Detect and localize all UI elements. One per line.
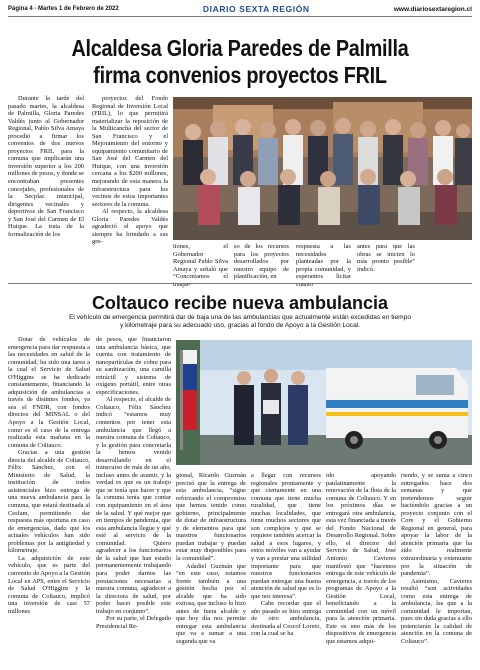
- article1-col6-text: antes para que las obras se inicien lo más pronto posible” indicó.: [357, 243, 415, 273]
- article2-subheadline-line1: El vehículo de emergencia permitirá dar de baja una de las ambulancias que actualmente están excedidas en tiempo: [69, 314, 411, 321]
- page-info: Página 4 - Martes 1 de Febrero de 2022: [8, 6, 119, 12]
- article2-col3-text: gional, Ricardo Guzmán precisó que la entrega de esta ambulancia, “sigue reforzando el compromiso que hemos tenido como gobierno, principalmente de dotar de infraestructura y de elementos para que nuestros funcionarios puedan trabajar y puedan estar muy disponibles para la comunidad”.: [176, 472, 246, 563]
- article1-headline-line1: Alcaldesa Gloria Paredes de Palmilla: [71, 35, 409, 61]
- article2-col4-text-2: Cabe recordar que el año pasado se hizo entrega de otro ambulancia, destinada al Cescof Loreto, con la cual se ha: [251, 600, 321, 638]
- article2-column-5: [326, 472, 396, 664]
- article2-col3-text-2: Adadiel Guzmán que “en este caso, estamos frente también a una gestión hecha por el alcalde que ha sido exitosa, que incluso lo hizo antes de fuera alcalde y que hoy día nos permite entregar esta ambulancia que va a sumar a una segunda que va: [176, 562, 246, 646]
- article2-column-4: [251, 472, 321, 664]
- article1-column-6: [357, 243, 415, 273]
- article2-col6-text-2: Asimismo, Cavieres resaltó “son actividades como esta entrega de ambulancia, las que a la comunidad le importan, pues sin duda gracias a ello potenciarán la calidad de atención en la comuna de Coltauco”.: [401, 577, 472, 646]
- article2-col1-text: Dotar de vehículos de emergencia para dar respuesta a las necesidades en salud de la comunidad, ha sido una tarea a la cual el Servicio de Salud O'Higgins se ha dedicado constantemente, financiando la adquisición de ambulancias a través de distintos fondos, ya sea el FNDR, con fondos directos del MINSAL o del Apoyo a la Gestión Local, como es el caso de la entrega realizada esta mañana en la comuna de Coltauco.: [8, 336, 90, 449]
- article2-col2-text-2: Al respecto, el alcalde de Coltauco, Félix Sánchez indicó “estamos muy contentos por tener esta ambulancia que llegó a nuestra comuna de Coltauco, y la gestión para concretarla la hemos venido desarrollando en el transcurso de más de un año, incluso antes de asumir, y la verdad es que es un trabajo que se tenía que hacer y que la comuna tenía que contar con equipamiento en el área de la salud. Y qué mejor que en tiempos de pandemia, que esta ambulancia llegue y qué esté al servicio de la comunidad. Quiero agradecer a los funcionarios de la salud que han estado permanentemente trabajando para poder darnos las prestaciones necesarias a nuestra comuna, agradecer a la directora de salud, por poder hacer posible este trabajo en conjunto”.: [96, 396, 171, 615]
- article1-col3-text: tiones, el Gobernador Regional Pablo Silva Amaya y señaló que “Concretamos el traspa-: [173, 243, 228, 288]
- article1-col1-text: Durante la tarde del pasado martes, la alcaldesa de Palmilla, Gloria Paredes Valdés junto al Gobernador Regional, Pablo Silva Amaya procedió a firmar los convenios de dos nuevos proyectos FRIL para la comuna que implicarán una inversión superior a los 200 millones de pesos, y donde se encontraban presentes concejales, profesionales de la Secplac municipal, dirigentes vecinales y deportivos de San Francisco y San José del Carmen de El Huique. La trata de la formalización de los: [8, 95, 84, 238]
- article1-column-2: [92, 95, 168, 255]
- article2-headline: Coltauco recibe nueva ambulancia: [91, 293, 389, 313]
- article1-column-3: [173, 243, 228, 288]
- article1-col2-text-2: Al respecto, la alcaldesa Gloria Paredes Valdés agradeció el apoyo que siempre ha brindado a sus ges-: [92, 208, 168, 246]
- article1-col2-text: proyectos del Fondo Regional de Inversión Local (FRIL), lo que permitirá materializar la reposición de la Multicancha del sector de San Francisco y el Mejoramiento del entorno y equipamiento comunitario de San José del Carmen del Huique, con una inversión cercana a los $200 millones, mejorando de esta manera la infraestructura para los vecinos de estos importantes sectores de la comuna.: [92, 95, 168, 208]
- website-link[interactable]: www.diariosextaregion.cl: [393, 5, 472, 13]
- article2-column-3: [176, 472, 246, 664]
- article2-subheadline-line2: y kilometraje para su adecuado uso, gracias al fondo de Apoyo a la Gestión Local.: [119, 322, 361, 329]
- group-photo: [173, 97, 472, 240]
- article2-col6-text: riendo, y se suma a cinco entregados hace dos semanas y que pretendemos seguir haciéndolo gracias a un proyecto conjunto con el Core y el Gobierno Regional en general, para apoyar la labor de la atención primaria que ha sido realmente extraordinaria y extenuante por la situación de pandemia”.: [401, 472, 472, 578]
- article1-column-4: [234, 243, 289, 281]
- group-photo-image: [173, 97, 472, 240]
- article-divider: [8, 283, 472, 284]
- article1-col4-text: so de los recursos para los proyectos desarrollados por nuestro equipo de planificación, en: [234, 243, 289, 281]
- header-divider: [8, 16, 472, 17]
- article1-headline-line2: firma convenios proyectos FRIL: [93, 62, 387, 88]
- article2-column-6: [401, 472, 472, 664]
- article2-col2-text-3: Por su parte, el Delegado Presidencial Re-: [96, 615, 171, 630]
- article2-col1-text-3: La adquisición de este vehículo, que es parte del convenio de Apoyo a la Gestión Local en APS, entre el Servicio de Salud O'Higgins y la comuna de Coltauco, implicó una inversión de casi 57 millones: [8, 554, 90, 615]
- article2-col4-text: a llegar con recursos regionales prontamente y que ciertamente en una comuna que tiene mucha ruralidad, que tiene muchas localidades, que tiene muchos sectores que son complejos y que se requiere también acercar la salud a esos lugares, y estos móviles van a ayudar y van a prestar una utilidad importante para que nuestros funcionarios puedan entregar una buena atención de salud que es lo que nos interesa”.: [251, 472, 321, 600]
- newspaper-brand: DIARIO SEXTA REGIÓN: [202, 4, 310, 14]
- article1-col5-text: respuesta a las necesidades planteadas por la propia comunidad, y esperamos licitar cuanto: [296, 243, 351, 288]
- article1-column-1: [8, 95, 84, 255]
- article2-column-2: [96, 336, 171, 664]
- ambulance-photo-image: [176, 340, 472, 465]
- article2-col5-text: ido apoyando paulatinamente la renovación de la flota de la comuna de Coltauco. Y en los próximos días se entregará otra ambulancia, esta vez financiada a través del Fondo Nacional de Desarrollo Regional. Sobre ello, el director del Servicio de Salud, José Antonio Cavieres manifestó que “hacemos entrega de este vehículo de emergencia, a través de los programas de Apoyo a la Gestión Local, beneficiando a la comunidad con un móvil para la atención primaria. Este es uno más de los dispositivos de emergencia que estamos adqui-: [326, 472, 396, 646]
- article2-col1-text-2: Gracias a una gestión directa del alcalde de Coltauco, Félix Sánchez, con el Ministerio de Salud, la institución de todos asistenciales hizo entrega de una nueva ambulancia para la comuna, que estará destinada al Cesfam, permitiendo dar respuesta más oportuna en caso de emergencias, dado que los actuales vehículos han sido problemas por la antigüedad y kilometraje.: [8, 449, 90, 555]
- article2-col2-text: de pesos, que financiaron una ambulancia básica, que cuenta con tratamiento de nanopartículas de cobre para su sanitización, una camilla retráctil y sistema de oxígeno portátil, entre otras especificaciones.: [96, 336, 171, 396]
- article1-column-5: [296, 243, 351, 288]
- ambulance-photo: [176, 340, 472, 465]
- page-header: [8, 2, 472, 16]
- article2-column-1: [8, 336, 90, 664]
